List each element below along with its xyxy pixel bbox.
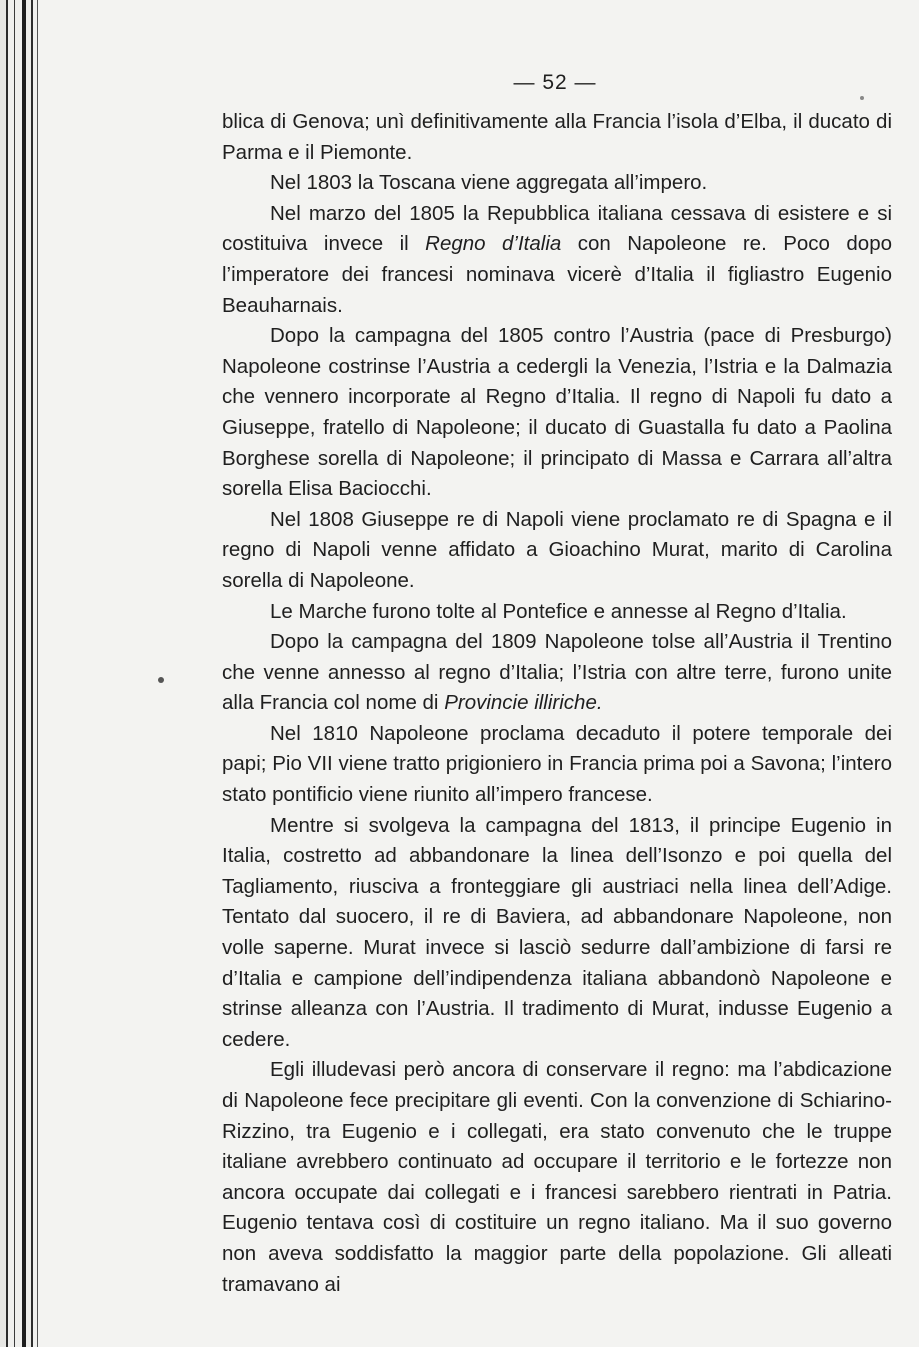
paragraph-3-end: con Napoleone re. Poco dopo l’imperatore dei francesi nominava vicerè d’Italia il figliastro Eugenio Beauharnais. [222, 232, 892, 317]
paragraph-10: Egli illudevasi però ancora di conservare il regno: ma l’abdicazione di Napoleone fece precipitare gli eventi. Con la convenzione di Schiarino-Rizzino, tra Eugenio e i collegati, era stato convenuto che le truppe italiane avrebbero continuato ad occupare il territorio e le fortezze non ancora occupate dai collegati e i francesi sarebbero rientrati in Patria. Eugenio tentava così di costituire un regno italiano. Ma il suo governo non aveva soddisfatto la maggior parte della popolazione. Gli alleati tramavano ai [222, 1058, 892, 1296]
page-body [222, 107, 892, 1300]
paragraph-6: Le Marche furono tolte al Pontefice e annesse al Regno d’Italia. [270, 599, 847, 623]
paragraph-7-start: Dopo la campagna del 1809 Napoleone tolse all’Austria il Trentino che venne annesso al regno d’Italia; l’Istria con altre terre, furono unite alla Francia col nome di [222, 630, 892, 715]
speck-mark [158, 677, 164, 683]
italic-term-regno-ditalia: Regno d’Italia [425, 232, 562, 256]
page-number: — 52 — [513, 71, 597, 94]
paragraph-2: Nel 1803 la Toscana viene aggregata all’impero. [270, 171, 708, 195]
paragraph-3-start: Nel marzo del 1805 la Repubblica italiana cessava di esistere e si costituiva invece il [222, 201, 892, 256]
paragraph-5: Nel 1808 Giuseppe re di Napoli viene proclamato re di Spagna e il regno di Napoli venne affidato a Gioachino Murat, marito di Carolina sorella di Napoleone. [222, 507, 892, 592]
paragraph-9: Mentre si svolgeva la campagna del 1813, il principe Eugenio in Italia, costretto ad abbandonare la linea dell’Isonzo e poi quella del Tagliamento, riusciva a fronteggiare gli austriaci nella linea dell’Adige. Tentato dal suocero, il re di Baviera, ad abbandonare Napoleone, non volle saperne. Murat invece si lasciò sedurre dall’ambizione di farsi re d’Italia e campione dell’indipendenza italiana abbandonò Napoleone e strinse alleanza con l’Austria. Il tradimento di Murat, indusse Eugenio a cedere. [222, 813, 892, 1051]
paragraph-7 [222, 627, 892, 719]
paragraph-4: Dopo la campagna del 1805 contro l’Austria (pace di Presburgo) Napoleone costrinse l’Austria a cedergli la Venezia, l’Istria e la Dalmazia che vennero incorporate al Regno d’Italia. Il regno di Napoli fu dato a Giuseppe, fratello di Napoleone; il ducato di Guastalla fu dato a Paolina Borghese sorella di Napoleone; il principato di Massa e Carrara all’altra sorella Elisa Baciocchi. [222, 324, 892, 501]
paragraph-3 [222, 199, 892, 321]
paragraph-8: Nel 1810 Napoleone proclama decaduto il potere temporale dei papi; Pio VII viene tratto prigioniero in Francia prima poi a Savona; l’intero stato pontificio viene riunito all’impero francese. [222, 721, 892, 807]
italic-term-provincie-illiriche: Provincie illiriche. [444, 691, 603, 715]
speck-mark [860, 96, 864, 100]
book-binding-edge [0, 0, 58, 1347]
paragraph-1: blica di Genova; unì definitivamente alla Francia l’isola d’Elba, il ducato di Parma e il Piemonte. [222, 110, 892, 164]
